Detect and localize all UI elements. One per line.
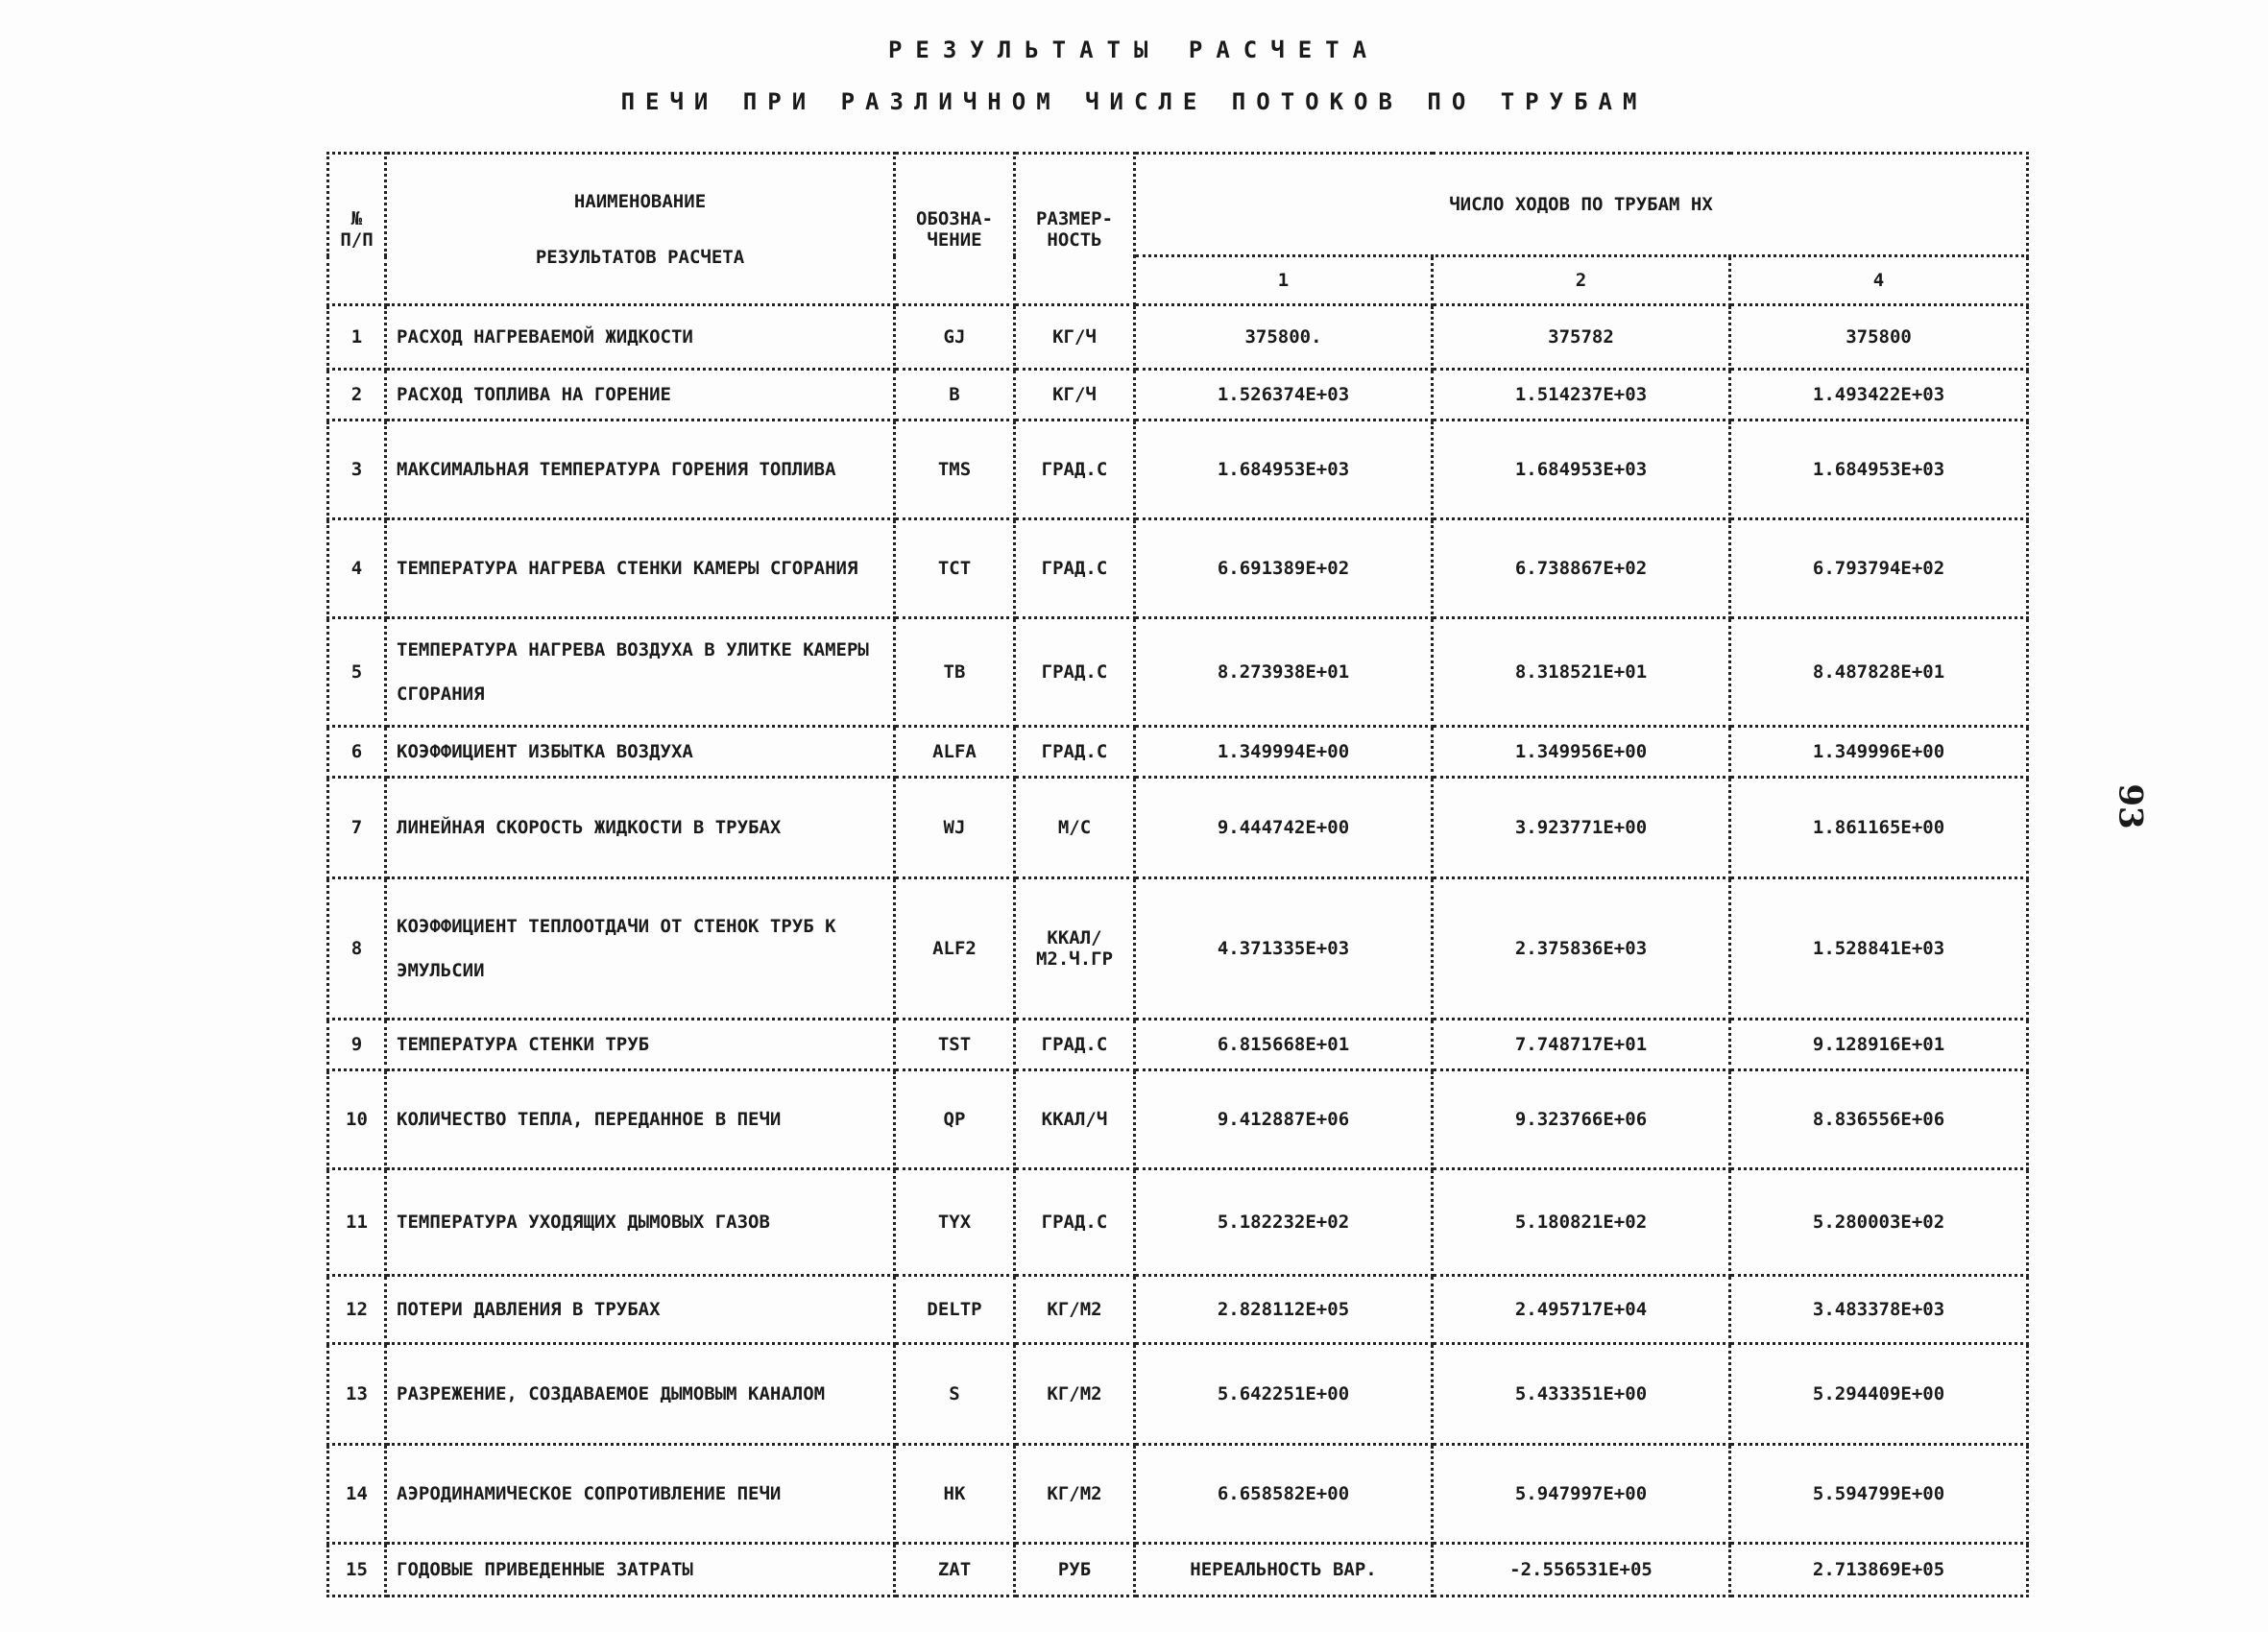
row-value-2: 1.514237Е+03 — [1433, 370, 1730, 420]
row-value-1: 5.642251Е+00 — [1135, 1344, 1433, 1445]
row-value-1: 6.691389Е+02 — [1135, 519, 1433, 618]
row-name: КОЭФФИЦИЕНТ ИЗБЫТКА ВОЗДУХА — [386, 727, 895, 778]
row-num: 3 — [328, 420, 386, 519]
row-value-2: 5.433351Е+00 — [1433, 1344, 1730, 1445]
row-value-4: 2.713869Е+05 — [1730, 1544, 2028, 1596]
header-symbol — [895, 154, 1015, 305]
row-value-4: 6.793794Е+02 — [1730, 519, 2028, 618]
row-num: 11 — [328, 1169, 386, 1276]
row-name: ГОДОВЫЕ ПРИВЕДЕННЫЕ ЗАТРАТЫ — [386, 1544, 895, 1596]
row-symbol: B — [895, 370, 1015, 420]
row-value-4: 8.836556Е+06 — [1730, 1070, 2028, 1169]
row-symbol: TYX — [895, 1169, 1015, 1276]
header-name — [386, 154, 895, 305]
row-value-4: 5.280003Е+02 — [1730, 1169, 2028, 1276]
subheader-2: 2 — [1433, 256, 1730, 305]
row-value-1: 8.273938Е+01 — [1135, 618, 1433, 727]
table-row — [328, 1070, 2028, 1169]
row-symbol: S — [895, 1344, 1015, 1445]
header-num-line1: № — [350, 207, 363, 229]
row-symbol: TST — [895, 1020, 1015, 1070]
row-symbol: ALFA — [895, 727, 1015, 778]
row-unit: М/С — [1015, 778, 1135, 878]
row-name: АЭРОДИНАМИЧЕСКОЕ СОПРОТИВЛЕНИЕ ПЕЧИ — [386, 1445, 895, 1544]
row-value-1: 4.371335Е+03 — [1135, 878, 1433, 1020]
row-symbol: TB — [895, 618, 1015, 727]
document-subtitle: ПЕЧИ ПРИ РАЗЛИЧНОМ ЧИСЛЕ ПОТОКОВ ПО ТРУБАМ — [620, 88, 1648, 115]
row-value-4: 3.483378Е+03 — [1730, 1276, 2028, 1344]
row-symbol: TMS — [895, 420, 1015, 519]
table-row — [328, 778, 2028, 878]
header-unit-line1: РАЗМЕР- — [1035, 207, 1114, 229]
row-value-2: 7.748717Е+01 — [1433, 1020, 1730, 1070]
row-symbol: DELTP — [895, 1276, 1015, 1344]
row-name: ТЕМПЕРАТУРА НАГРЕВА ВОЗДУХА В УЛИТКЕ КАМЕРЫ СГОРАНИЯ — [386, 618, 895, 727]
row-name: РАЗРЕЖЕНИЕ, СОЗДАВАЕМОЕ ДЫМОВЫМ КАНАЛОМ — [386, 1344, 895, 1445]
table-row — [328, 1445, 2028, 1544]
row-name: ЛИНЕЙНАЯ СКОРОСТЬ ЖИДКОСТИ В ТРУБАХ — [386, 778, 895, 878]
row-unit: ГРАД.С — [1015, 420, 1135, 519]
row-name: ТЕМПЕРАТУРА УХОДЯЩИХ ДЫМОВЫХ ГАЗОВ — [386, 1169, 895, 1276]
header-unit-line2: НОСТЬ — [1047, 228, 1102, 251]
row-value-4: 9.128916Е+01 — [1730, 1020, 2028, 1070]
row-value-1: 5.182232Е+02 — [1135, 1169, 1433, 1276]
header-group: ЧИСЛО ХОДОВ ПО ТРУБАМ НХ — [1135, 154, 2028, 256]
row-value-1: 1.684953Е+03 — [1135, 420, 1433, 519]
header-symbol-line2: ЧЕНИЕ — [927, 228, 982, 251]
header-name-line2: РЕЗУЛЬТАТОВ РАСЧЕТА — [535, 246, 745, 268]
row-name: ПОТЕРИ ДАВЛЕНИЯ В ТРУБАХ — [386, 1276, 895, 1344]
row-num: 2 — [328, 370, 386, 420]
row-symbol: WJ — [895, 778, 1015, 878]
table-row — [328, 727, 2028, 778]
row-num: 10 — [328, 1070, 386, 1169]
table-row — [328, 370, 2028, 420]
row-unit: ГРАД.С — [1015, 1169, 1135, 1276]
row-name: РАСХОД НАГРЕВАЕМОЙ ЖИДКОСТИ — [386, 305, 895, 370]
header-row — [328, 154, 2028, 256]
row-num: 9 — [328, 1020, 386, 1070]
header-symbol-line1: ОБОЗНА- — [915, 207, 994, 229]
row-value-4: 1.493422Е+03 — [1730, 370, 2028, 420]
document-title: РЕЗУЛЬТАТЫ РАСЧЕТА — [887, 36, 1381, 63]
row-value-1: 2.828112Е+05 — [1135, 1276, 1433, 1344]
row-num: 5 — [328, 618, 386, 727]
row-num: 1 — [328, 305, 386, 370]
row-value-1: 6.658582Е+00 — [1135, 1445, 1433, 1544]
row-value-4: 5.594799Е+00 — [1730, 1445, 2028, 1544]
row-value-4: 1.861165Е+00 — [1730, 778, 2028, 878]
row-unit: ГРАД.С — [1015, 727, 1135, 778]
table-row — [328, 1169, 2028, 1276]
row-value-2: -2.556531Е+05 — [1433, 1544, 1730, 1596]
row-unit: ГРАД.С — [1015, 519, 1135, 618]
row-value-4: 8.487828Е+01 — [1730, 618, 2028, 727]
table-row — [328, 1276, 2028, 1344]
results-table — [326, 152, 2029, 1597]
header-name-line1: НАИМЕНОВАНИЕ — [573, 190, 707, 212]
row-value-4: 375800 — [1730, 305, 2028, 370]
row-value-1: НЕРЕАЛЬНОСТЬ ВАР. — [1135, 1544, 1433, 1596]
row-name: РАСХОД ТОПЛИВА НА ГОРЕНИЕ — [386, 370, 895, 420]
row-value-4: 1.349996Е+00 — [1730, 727, 2028, 778]
header-num — [328, 154, 386, 305]
table-row — [328, 1344, 2028, 1445]
row-symbol: ALF2 — [895, 878, 1015, 1020]
row-value-2: 5.947997Е+00 — [1433, 1445, 1730, 1544]
row-value-2: 3.923771Е+00 — [1433, 778, 1730, 878]
row-symbol: GJ — [895, 305, 1015, 370]
row-name: КОЛИЧЕСТВО ТЕПЛА, ПЕРЕДАННОЕ В ПЕЧИ — [386, 1070, 895, 1169]
table-row — [328, 420, 2028, 519]
row-unit: КГ/М2 — [1015, 1344, 1135, 1445]
row-value-2: 8.318521Е+01 — [1433, 618, 1730, 727]
row-value-2: 1.349956Е+00 — [1433, 727, 1730, 778]
row-num: 14 — [328, 1445, 386, 1544]
row-symbol: HK — [895, 1445, 1015, 1544]
row-value-4: 1.684953Е+03 — [1730, 420, 2028, 519]
row-value-2: 1.684953Е+03 — [1433, 420, 1730, 519]
row-unit: РУБ — [1015, 1544, 1135, 1596]
row-value-2: 2.495717Е+04 — [1433, 1276, 1730, 1344]
row-num: 13 — [328, 1344, 386, 1445]
row-name: МАКСИМАЛЬНАЯ ТЕМПЕРАТУРА ГОРЕНИЯ ТОПЛИВА — [386, 420, 895, 519]
row-name: ТЕМПЕРАТУРА СТЕНКИ ТРУБ — [386, 1020, 895, 1070]
table-row — [328, 878, 2028, 1020]
table-row — [328, 305, 2028, 370]
row-symbol: ZAT — [895, 1544, 1015, 1596]
row-num: 15 — [328, 1544, 386, 1596]
row-unit: КГ/М2 — [1015, 1445, 1135, 1544]
page-number: 93 — [2111, 783, 2150, 829]
row-value-4: 1.528841Е+03 — [1730, 878, 2028, 1020]
row-value-2: 9.323766Е+06 — [1433, 1070, 1730, 1169]
row-name: КОЭФФИЦИЕНТ ТЕПЛООТДАЧИ ОТ СТЕНОК ТРУБ К ЭМУЛЬСИИ — [386, 878, 895, 1020]
row-value-2: 375782 — [1433, 305, 1730, 370]
row-num: 6 — [328, 727, 386, 778]
row-value-2: 2.375836Е+03 — [1433, 878, 1730, 1020]
table-row — [328, 1020, 2028, 1070]
row-unit: ГРАД.С — [1015, 618, 1135, 727]
row-num: 4 — [328, 519, 386, 618]
table-row — [328, 1544, 2028, 1596]
row-unit: ККАЛ/М2.Ч.ГР — [1015, 878, 1135, 1020]
row-unit: КГ/Ч — [1015, 305, 1135, 370]
header-num-line2: П/П — [340, 228, 374, 251]
row-num: 8 — [328, 878, 386, 1020]
row-symbol: TCT — [895, 519, 1015, 618]
row-value-1: 375800. — [1135, 305, 1433, 370]
row-value-2: 5.180821Е+02 — [1433, 1169, 1730, 1276]
row-unit: ККАЛ/Ч — [1015, 1070, 1135, 1169]
row-value-1: 6.815668Е+01 — [1135, 1020, 1433, 1070]
row-value-2: 6.738867Е+02 — [1433, 519, 1730, 618]
row-unit: ГРАД.С — [1015, 1020, 1135, 1070]
row-value-1: 9.444742Е+00 — [1135, 778, 1433, 878]
row-unit: КГ/Ч — [1015, 370, 1135, 420]
header-unit — [1015, 154, 1135, 305]
row-num: 12 — [328, 1276, 386, 1344]
subheader-4: 4 — [1730, 256, 2028, 305]
row-value-1: 1.349994Е+00 — [1135, 727, 1433, 778]
row-value-1: 9.412887Е+06 — [1135, 1070, 1433, 1169]
subheader-1: 1 — [1135, 256, 1433, 305]
row-name: ТЕМПЕРАТУРА НАГРЕВА СТЕНКИ КАМЕРЫ СГОРАНИЯ — [386, 519, 895, 618]
row-unit: КГ/М2 — [1015, 1276, 1135, 1344]
row-symbol: QP — [895, 1070, 1015, 1169]
row-value-1: 1.526374Е+03 — [1135, 370, 1433, 420]
row-value-4: 5.294409Е+00 — [1730, 1344, 2028, 1445]
table-row — [328, 519, 2028, 618]
table-row — [328, 618, 2028, 727]
row-num: 7 — [328, 778, 386, 878]
